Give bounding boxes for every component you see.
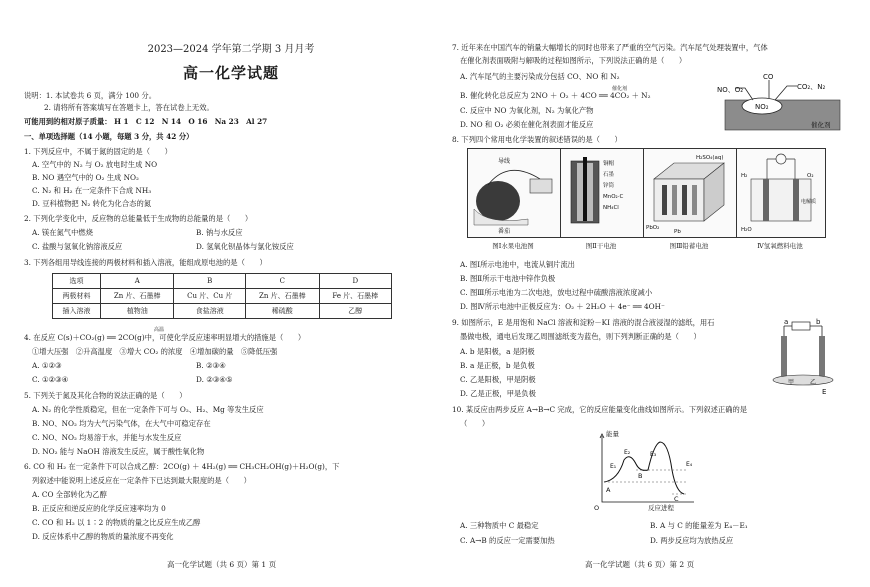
page-title: 高一化学试题	[182, 64, 279, 82]
fig4-label-electrolyte: 电解质	[801, 199, 817, 205]
q10-label-e3: E₃	[650, 451, 657, 458]
q1-stem: 1. 下列反应中，不属于氮的固定的是（ ）	[24, 147, 172, 156]
table-cell: A	[100, 274, 174, 289]
q10-label-e2: E₂	[624, 449, 631, 456]
plate-2	[672, 185, 677, 215]
q2-option-c: C. 盐酸与氢氧化钠溶液反应	[32, 242, 123, 251]
plate-4	[692, 185, 697, 215]
fig3-label-acid: H₂SO₄(aq)	[696, 155, 724, 161]
note-1: 说明：1. 本试卷共 6 页，满分 100 分。	[24, 91, 156, 100]
q10-option-d: D. 两步反应均为放热反应	[650, 536, 734, 545]
fig2-drawing	[561, 149, 643, 237]
q4-option-a: A. ①②③	[32, 361, 62, 370]
table-cell: 两极材料	[53, 289, 101, 304]
q6-option-b: B. 正反应和逆反应的化学反应速率均为 0	[32, 504, 166, 513]
q7-option-d: D. NO 和 O₂ 必须在催化剂表面才能反应	[460, 120, 594, 129]
q10-label-progress: 反应进程	[648, 504, 674, 512]
table-cell: 乙醇	[319, 304, 391, 319]
q10-option-b: B. A 与 C 的能量差为 E₄－E₁	[650, 521, 748, 530]
power-source	[792, 322, 810, 330]
q9-label-jia: 甲	[788, 379, 795, 386]
fig4-label-h2: H₂	[741, 173, 748, 179]
q1-option-c: C. N₂ 和 H₂ 在一定条件下合成 NH₃	[32, 186, 152, 195]
fig3-drawing	[644, 149, 736, 237]
q7-stem-2: 在催化剂表面吸附与解吸的过程如图所示，下列说法正确的是（ ）	[460, 56, 687, 65]
q2-option-b: B. 钠与水反应	[196, 228, 243, 237]
label-no-o2: NO、O₂	[717, 86, 744, 94]
q7-catalyst-figure	[715, 70, 845, 132]
fig4-fuel-cell	[736, 148, 826, 238]
fig2-label-1: 铜帽	[603, 161, 615, 167]
q9-option-c: C. 乙是阳极，甲是阴极	[460, 375, 536, 384]
anode	[763, 179, 769, 221]
q5-option-d: D. NO₂ 能与 NaOH 溶液发生反应，属于酸性氧化物	[32, 447, 205, 456]
q10-energy-diagram	[590, 430, 700, 512]
q9-label-yi: 乙	[810, 379, 817, 386]
q6-stem-2: 列叙述中能说明上述反应在一定条件下已达到最大限度的是（ ）	[32, 476, 251, 485]
q9-option-d: D. 乙是正极，甲是负极	[460, 389, 536, 398]
q8-option-a: A. 图Ⅰ所示电池中，电流从铜片流出	[460, 260, 575, 269]
electrode-yi	[819, 336, 825, 376]
fig2-dry-cell	[560, 148, 644, 238]
q10-label-c: C	[674, 495, 679, 503]
q6-option-d: D. 反应体系中乙醇的物质的量浓度不再变化	[32, 532, 174, 541]
q9-option-b: B. a 是正极，b 是负极	[460, 361, 535, 370]
q9-stem-2: 墨做电极，通电后发现乙周围滤纸变为蓝色，则下列判断正确的是（ ）	[460, 332, 701, 341]
table-cell: Cu 片、Cu 片	[174, 289, 246, 304]
fig4-label-h2o: H₂O	[741, 227, 752, 233]
q4-stem: 4. 在反应 C(s)＋CO₂(g) ══ 2CO(g)中，可使化学反应速率明显增大的措施是（ ）	[24, 333, 306, 342]
q3-stem: 3. 下列各组用导线连接的两极材料和插入溶液，能组成原电池的是（ ）	[24, 258, 267, 267]
fig2-label-2: 石墨	[603, 172, 615, 178]
filter-paper	[773, 375, 833, 385]
fig1-label-wire: 导线	[498, 158, 511, 165]
circuit-wire	[767, 159, 795, 179]
table-cell: D	[319, 274, 391, 289]
table-cell: 食盐溶液	[174, 304, 246, 319]
arrow-out	[775, 86, 797, 100]
page-footer-left: 高一化学试题（共 6 页）第 1 页	[167, 560, 277, 569]
table-cell: B	[174, 274, 246, 289]
q7-option-a: A. 汽车尾气的主要污染成分包括 CO、NO 和 N₂	[460, 72, 620, 81]
page-footer-right: 高一化学试题（共 6 页）第 2 页	[585, 560, 695, 569]
fig1-fruit-battery	[467, 148, 561, 238]
tomato-shape	[476, 181, 520, 221]
table-cell: 稀硫酸	[246, 304, 320, 319]
plate-1	[662, 185, 667, 215]
meter	[530, 179, 552, 193]
fig2-label-5: NH₄Cl	[603, 205, 619, 211]
atomic-masses: 可能用到的相对原子质量： H 1 C 12 N 14 O 16 Na 23 Al 27	[24, 117, 268, 126]
q6-stem: 6. CO 和 H₂ 在一定条件下可以合成乙醇：2CO(g) ＋ 4H₂(g) ══ CH₃CH₂OH(g)＋H₂O(g)，下	[24, 462, 340, 471]
q2-stem: 2. 下列化学变化中，反应物的总能量低于生成物的总能量的是（ ）	[24, 214, 253, 223]
section-heading: 一、单项选择题（14 小题，每题 3 分，共 42 分）	[24, 132, 194, 141]
fig4-label-o2: O₂	[807, 173, 814, 179]
q4-option-c: C. ①②③④	[32, 375, 69, 384]
q10-stem: 10. 某反应由两步反应 A→B→C 完成，它的反应能量变化曲线如图所示。下列叙述正确的是	[452, 405, 748, 414]
q9-label-a: a	[784, 318, 789, 326]
table-cell: C	[246, 274, 320, 289]
table-cell: 插入溶液	[53, 304, 101, 319]
fig3-label-pb: Pb	[674, 229, 681, 235]
table-row	[53, 274, 392, 289]
label-co: CO	[763, 73, 774, 81]
q7-option-c: C. 反应中 NO 为氧化剂，N₂ 为氧化产物	[460, 106, 594, 115]
q6-option-a: A. CO 全部转化为乙醇	[32, 490, 107, 499]
table-cell: 选项	[53, 274, 101, 289]
table-cell: Zn 片、石墨棒	[100, 289, 174, 304]
q8-option-d: D. 图Ⅳ所示电池中正极反应为：O₂ ＋ 2H₂O ＋ 4e⁻ ══ 4OH⁻	[460, 302, 665, 311]
q5-option-b: B. NO、NO₂ 均为大气污染气体，在大气中可稳定存在	[32, 419, 211, 428]
fig2-label-4: MnO₂·C	[603, 194, 624, 200]
q5-stem: 5. 下列关于氮及其化合物的说法正确的是（ ）	[24, 391, 187, 400]
electrode-jia	[781, 336, 787, 376]
fig2-label-3: 锌筒	[603, 183, 615, 189]
q8-option-c: C. 图Ⅲ所示电池为二次电池，放电过程中硫酸溶液浓度减小	[460, 288, 653, 297]
fig3-lead-battery	[643, 148, 737, 238]
table-row	[53, 289, 392, 304]
table-cell: Zn 片、石墨棒	[246, 289, 320, 304]
plate-3	[682, 185, 687, 215]
q1-option-b: B. NO 遇空气中的 O₂ 生成 NO₂	[32, 173, 139, 182]
q1-option-a: A. 空气中的 N₂ 与 O₂ 放电时生成 NO	[32, 160, 158, 169]
q10-label-e1: E₁	[610, 463, 617, 470]
q8-option-b: B. 图Ⅱ所示干电池中锌作负极	[460, 274, 556, 283]
right-column	[450, 0, 860, 587]
fig3-caption: 图Ⅲ铅蓄电池	[669, 242, 709, 250]
q5-option-a: A. N₂ 的化学性质稳定，但在一定条件下可与 O₂、H₂、Mg 等发生反应	[32, 405, 264, 414]
q10-label-energy: 能量	[606, 430, 619, 438]
table-row	[53, 304, 392, 319]
q10-label-a: A	[606, 486, 611, 494]
q10-label-o: O	[594, 504, 600, 512]
q10-option-a: A. 三种物质中 C 最稳定	[460, 521, 539, 530]
bulb	[776, 154, 786, 164]
q10-option-c: C. A→B 的反应一定需要加热	[460, 536, 555, 545]
left-column	[22, 0, 440, 587]
q9-label-b: b	[816, 318, 821, 326]
q5-option-c: C. NO、NO₂ 均易溶于水，并能与水发生反应	[32, 433, 182, 442]
fig4-caption: Ⅳ氢氧燃料电池	[757, 242, 803, 250]
q7-option-b: B. 催化转化总反应为 2NO ＋ O₂ ＋ 4CO ══ 4CO₂ ＋ N₂	[460, 91, 651, 100]
q4-condition: 高温	[154, 327, 165, 333]
q1-option-d: D. 豆科植物把 N₂ 转化为化合态的氮	[32, 199, 152, 208]
table-cell: Fe 片、石墨棒	[319, 289, 391, 304]
q6-option-c: C. CO 和 H₂ 以 1∶2 的物质的量之比反应生成乙醇	[32, 518, 201, 527]
fig1-caption: 图Ⅰ水果电池图	[492, 242, 534, 250]
fig1-label-fruit: 番茄	[498, 228, 511, 235]
q9-electrolysis-figure	[768, 316, 838, 398]
energy-levels	[604, 470, 686, 494]
q4-option-b: B. ②③④	[196, 361, 226, 370]
q9-wires	[784, 326, 822, 374]
q2-option-a: A. 镁在氮气中燃烧	[32, 228, 93, 237]
q4-items: ①增大压强 ②升高温度 ③增大 CO₂ 的浓度 ④增加碳的量 ⑤降低压强	[32, 347, 278, 356]
q10-label-b: B	[638, 472, 643, 480]
q3-table	[52, 273, 392, 319]
label-no2: NO₂	[755, 103, 769, 111]
q7-stem: 7. 近年来在中国汽车的销量大幅增长的同时也带来了严重的空气污染。汽车尾气处理装置中，气体	[452, 43, 768, 52]
graphite-rod	[583, 157, 587, 221]
fig3-label-pbo2: PbO₂	[646, 225, 660, 231]
q7-condition: 催化剂	[612, 86, 628, 92]
q10-label-e4: E₄	[686, 461, 693, 468]
fig4-drawing	[737, 149, 825, 237]
q4-option-d: D. ②③④⑤	[196, 375, 233, 384]
note-2: 2. 请将所有答案填写在答题卡上，答在试卷上无效。	[44, 103, 214, 112]
q10-stem-2: （ ）	[460, 419, 490, 428]
fig2-caption: 图Ⅱ干电池	[585, 242, 617, 250]
label-co2-n2: CO₂、N₂	[797, 83, 826, 91]
cathode	[793, 179, 799, 221]
q9-label-e: E	[822, 388, 827, 396]
q2-option-d: D. 氢氧化钡晶体与氯化铵反应	[196, 242, 294, 251]
exam-term: 2023—2024 学年第二学期 3 月月考	[147, 44, 315, 55]
table-cell: 植物油	[100, 304, 174, 319]
q9-stem: 9. 如图所示，E 是用饱和 NaCl 溶液和淀粉－KI 溶液的混合液浸湿的滤纸，用石	[452, 318, 715, 327]
label-catalyst: 催化剂	[811, 121, 831, 129]
q8-stem: 8. 下列四个常用电化学装置的叙述错误的是（ ）	[452, 135, 622, 144]
q9-option-a: A. b 是阳极，a 是阴极	[460, 347, 535, 356]
fig1-drawing	[468, 149, 560, 237]
